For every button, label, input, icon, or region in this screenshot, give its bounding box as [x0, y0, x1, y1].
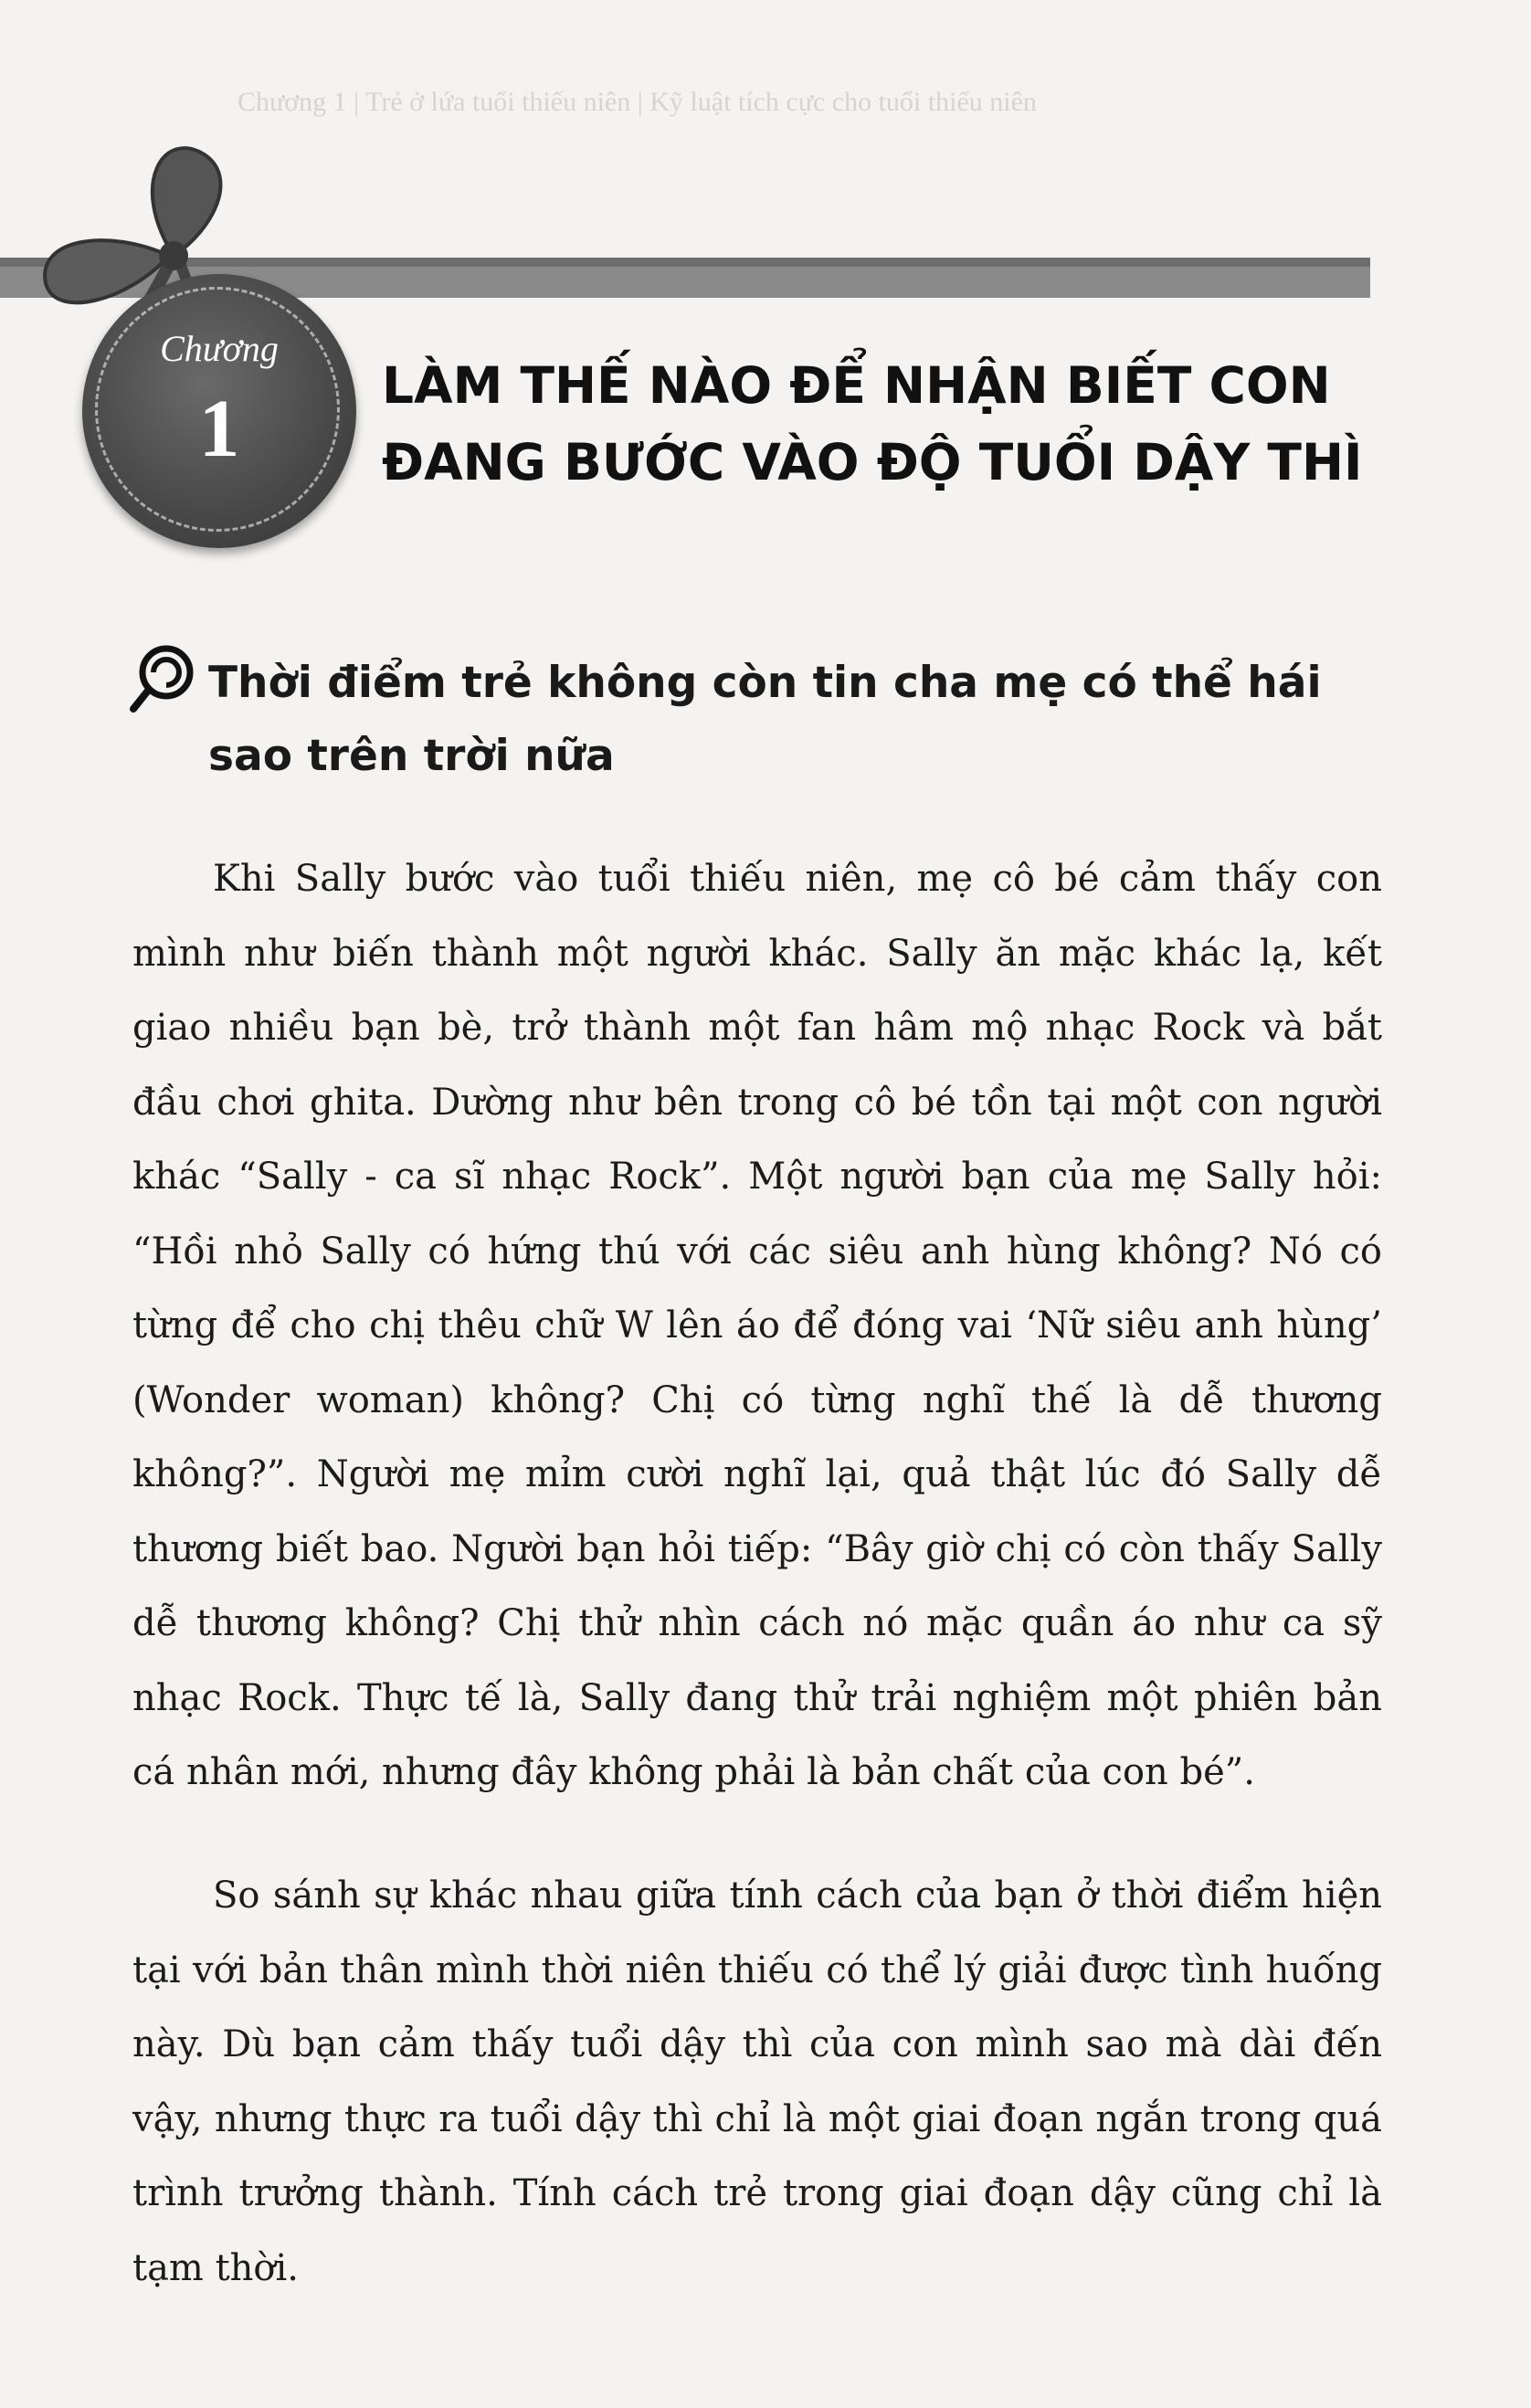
chapter-label: Chương	[160, 328, 279, 369]
chapter-title-line-2: ĐANG BƯỚC VÀO ĐỘ TUỔI DẬY THÌ	[382, 433, 1363, 491]
body-paragraph-2: So sánh sự khác nhau giữa tính cách của bạn ở thời điểm hiện tại với bản thân mình thời niên thiếu có thể lý giải được tình huống này. Dù bạn cảm thấy tuổi dậy thì của con mình sao mà dài đến vậy, nhưng thực ra tuổi dậy thì chỉ là một giai đoạn ngắn trong quá trình trưởng thành. Tính cách trẻ trong giai đoạn dậy cũng chỉ là tạm thời.	[132, 1875, 1382, 2289]
section-heading	[208, 647, 1396, 793]
chapter-title-line-1: LÀM THẾ NÀO ĐỂ NHẬN BIẾT CON	[382, 356, 1331, 415]
chapter-title	[382, 347, 1387, 501]
body-paragraph-1: Khi Sally bước vào tuổi thiếu niên, mẹ cô bé cảm thấy con mình như biến thành một người khác. Sally ăn mặc khác lạ, kết giao nhiều bạn bè, trở thành một fan hâm mộ nhạc Rock và bắt đầu chơi ghita. Dường như bên trong cô bé tồn tại một con người khác “Sally - ca sĩ nhạc Rock”. Một người bạn của mẹ Sally hỏi: “Hồi nhỏ Sally có hứng thú với các siêu anh hùng không? Nó có từng để cho chị thêu chữ W lên áo để đóng vai ‘Nữ siêu anh hùng’ (Wonder woman) không? Chị có từng nghĩ thế là dễ thương không?”. Người mẹ mỉm cười nghĩ lại, quả thật lúc đó Sally dễ thương biết bao. Người bạn hỏi tiếp: “Bây giờ chị có còn thấy Sally dễ thương không? Chị thử nhìn cách nó mặc quần áo như ca sỹ nhạc Rock. Thực tế là, Sally đang thử trải nghiệm một phiên bản cá nhân mới, nhưng đây không phải là bản chất của con bé”.	[132, 858, 1382, 1793]
section-heading-line-2: sao trên trời nữa	[208, 731, 615, 781]
faded-running-header: Chương 1 | Trẻ ở lứa tuổi thiếu niên | Kỹ luật tích cực cho tuổi thiếu niên	[238, 87, 1037, 117]
section-heading-line-1: Thời điểm trẻ không còn tin cha mẹ có thể hái	[208, 658, 1322, 708]
lollipop-icon	[128, 639, 201, 713]
chapter-number: 1	[198, 384, 240, 474]
chapter-medal	[82, 274, 356, 548]
